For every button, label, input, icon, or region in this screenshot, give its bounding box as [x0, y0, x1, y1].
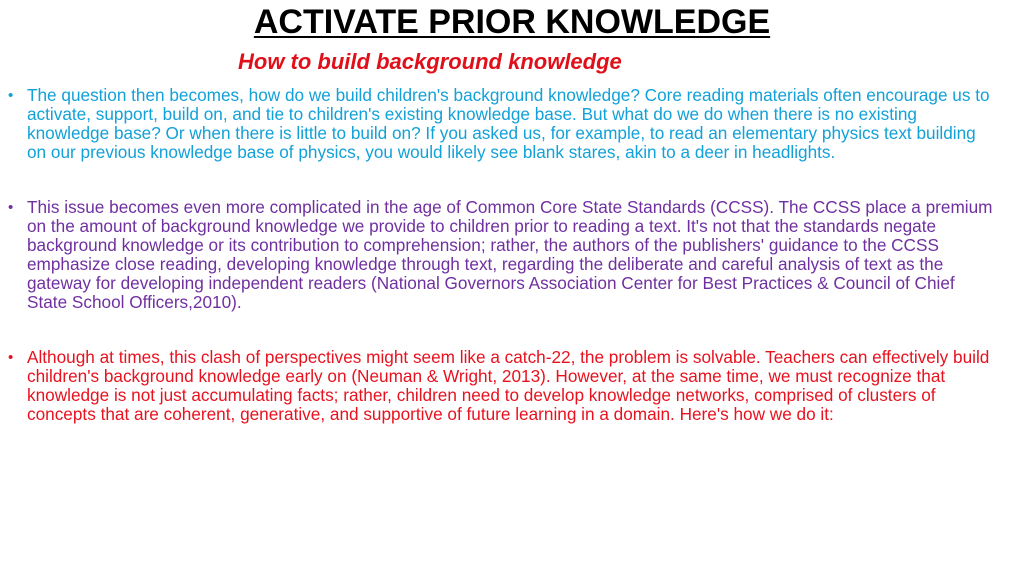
- bullet-item-ccss: [8, 198, 998, 312]
- bullet-item-background-knowledge: [8, 86, 998, 162]
- bullet-marker-icon: •: [8, 87, 14, 104]
- page-title: [0, 2, 1024, 42]
- bullet-text: The question then becomes, how do we build children's background knowledge? Core reading materials often encourage us to activate, support, build on, and tie to children's existing knowledge base. But what do we do when there is no existing knowledge base? Or when there is little to build on? If you asked us, for example, to read an elementary physics text building on our previous knowledge base of physics, you would likely see blank stares, akin to a deer in headlights.: [27, 85, 990, 162]
- bullet-marker-icon: •: [8, 349, 14, 366]
- bullet-marker-icon: •: [8, 199, 14, 216]
- page-title-text: ACTIVATE PRIOR KNOWLEDGE: [253, 3, 771, 41]
- bullet-list: [8, 86, 998, 424]
- page-subtitle: How to build background knowledge: [238, 49, 622, 74]
- bullet-item-catch-22: [8, 348, 998, 424]
- bullet-text: This issue becomes even more complicated in the age of Common Core State Standards (CCSS). The CCSS place a premium on the amount of background knowledge we provide to children prior to reading a text. It's not that the standards negate background knowledge or its contribution to comprehension; rather, the authors of the publishers' guidance to the CCSS emphasize close reading, developing knowledge through text, regarding the deliberate and careful analysis of text as the gateway for developing independent readers (National Governors Association Center for Best Practices & Council of Chief State School Officers,2010).: [27, 197, 993, 312]
- bullet-text: Although at times, this clash of perspectives might seem like a catch-22, the problem is solvable. Teachers can effectively build children's background knowledge early on (Neuman & Wright, 2013). However, at the same time, we must recognize that knowledge is not just accumulating facts; rather, children need to develop knowledge networks, comprised of clusters of concepts that are coherent, generative, and supportive of future learning in a domain. Here's how we do it:: [27, 347, 990, 424]
